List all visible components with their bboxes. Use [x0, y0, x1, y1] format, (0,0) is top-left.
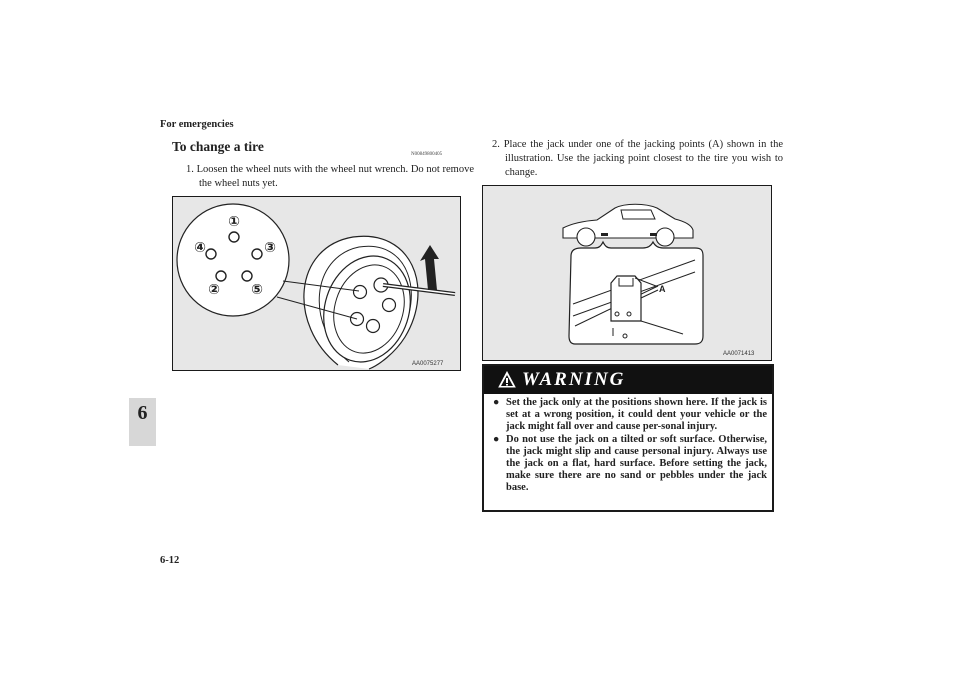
- nut-label-3: ③: [264, 240, 276, 256]
- warning-list: [493, 397, 767, 495]
- figure-code: AA0075277: [412, 361, 444, 367]
- nut-label-2: ②: [208, 282, 220, 298]
- warning-item: [493, 434, 767, 494]
- bullet-icon: ●: [493, 397, 500, 408]
- chapter-number: 6: [137, 402, 148, 424]
- section-header: For emergencies: [160, 119, 234, 130]
- nut-label-1: ①: [228, 214, 240, 230]
- warning-title: WARNING: [522, 369, 626, 390]
- warning-box: [482, 364, 774, 512]
- jacking-point-illustration: [483, 186, 771, 360]
- nut-label-5: ⑤: [251, 282, 263, 298]
- warning-text: Do not use the jack on a tilted or soft surface. Otherwise, the jack might slip and cause personal injury. Always use the jack on a flat, hard surface. Before setting the jack, make sure there are no sand or pebbles under the jack base.: [506, 434, 767, 493]
- jacking-point-label: A: [659, 284, 666, 294]
- bullet-icon: ●: [493, 434, 500, 445]
- section-heading: To change a tire: [172, 139, 264, 154]
- warning-text: Set the jack only at the positions shown here. If the jack is set at a wrong position, it could dent your vehicle or the jack might fall over and cause per-sonal injury.: [506, 397, 767, 432]
- page-number: 6-12: [160, 555, 180, 566]
- warning-header: [484, 366, 772, 394]
- section-code: N00849800405: [411, 152, 443, 157]
- warning-triangle-icon: [498, 371, 516, 388]
- figure-code: AA0071413: [723, 351, 755, 357]
- jacking-point-figure: [482, 185, 772, 361]
- wheel-nut-figure: [172, 196, 461, 371]
- nut-label-4: ④: [194, 240, 206, 256]
- wheel-nut-illustration: [173, 197, 460, 370]
- warning-item: [493, 397, 767, 433]
- step-2-text: 2. Place the jack under one of the jacking points (A) shown in the illustration. Use the jacking point closest to the tire you wish to change.: [492, 139, 783, 178]
- step-1-text: 1. Loosen the wheel nuts with the wheel nut wrench. Do not remove the wheel nuts yet.: [186, 164, 474, 189]
